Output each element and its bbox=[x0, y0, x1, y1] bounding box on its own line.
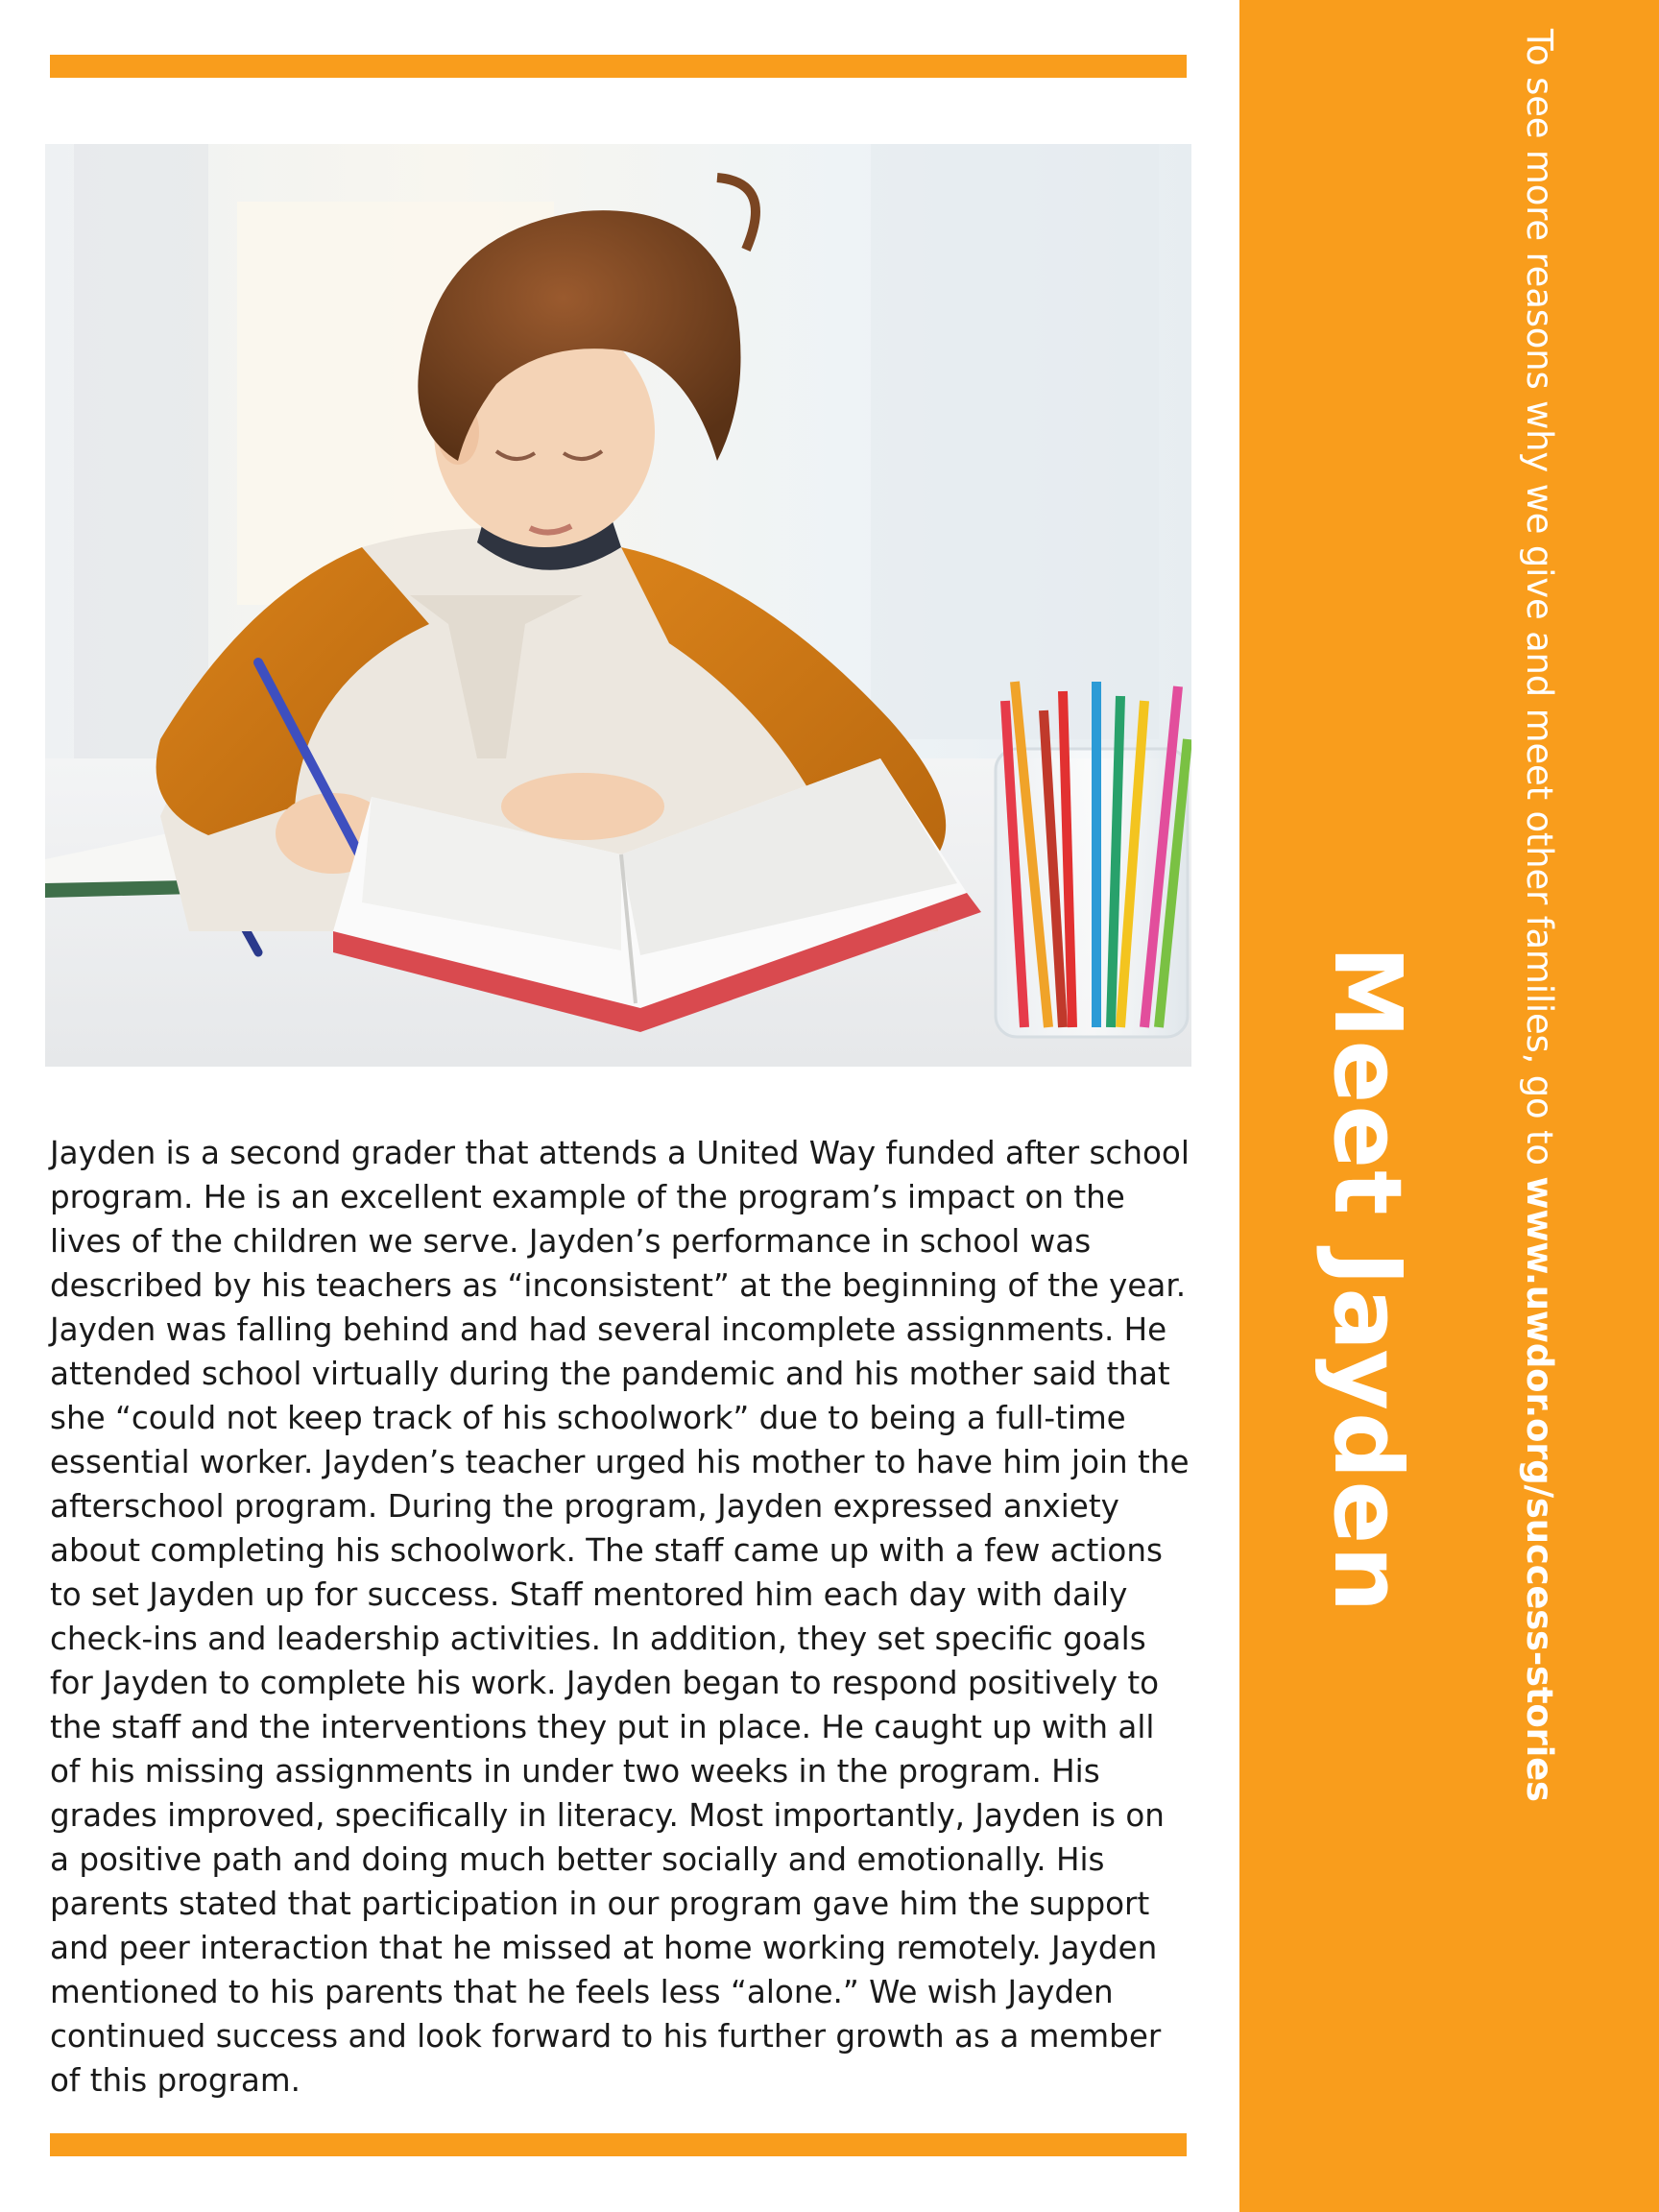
side-intro-text: To see more reasons why we give and meet other families, go to bbox=[1519, 29, 1560, 1177]
page-title: Meet Jayden bbox=[1313, 946, 1422, 1615]
top-accent-bar bbox=[50, 55, 1187, 78]
bottom-accent-bar bbox=[50, 2133, 1187, 2156]
story-paragraph: Jayden is a second grader that attends a United Way funded after school program. He is an excellent example of the program’s impact on the lives of the children we serve. Jayden’s performance in school was described by his teachers as “inconsistent” at the beginning of the year. Jayden was falling behind and had several incomplete assignments. He attended school virtually during the pandemic and his mother said that she “could not keep track of his schoolwork” due to being a full-time essential worker. Jayden’s teacher urged his mother to have him join the afterschool program. During the program, Jayden expressed anxiety about completing his schoolwork. The staff came up with a few actions to set Jayden up for success. Staff mentored him each day with daily check-ins and leadership activities. In addition, they set specific goals for Jayden to complete his work. Jayden began to respond positively to the staff and the interventions they put in place. He caught up with all of his missing assignments in under two weeks in the program. His grades improved, specifically in literacy. Most importantly, Jayden is on a positive path and doing much better socially and emotionally. His parents stated that participation in our program gave him the support and peer interaction that he missed at home working remotely. Jayden mentioned to his parents that he feels less “alone.” We wish Jayden continued success and look forward to his further growth as a member of this program. bbox=[50, 1135, 1190, 2099]
hero-photo bbox=[45, 144, 1191, 1067]
boy-writing-photo bbox=[45, 144, 1191, 1067]
side-panel bbox=[1239, 0, 1659, 2212]
success-stories-link[interactable]: www.uwdor.org/success-stories bbox=[1519, 1176, 1560, 1802]
side-call-to-action bbox=[1515, 29, 1563, 2179]
